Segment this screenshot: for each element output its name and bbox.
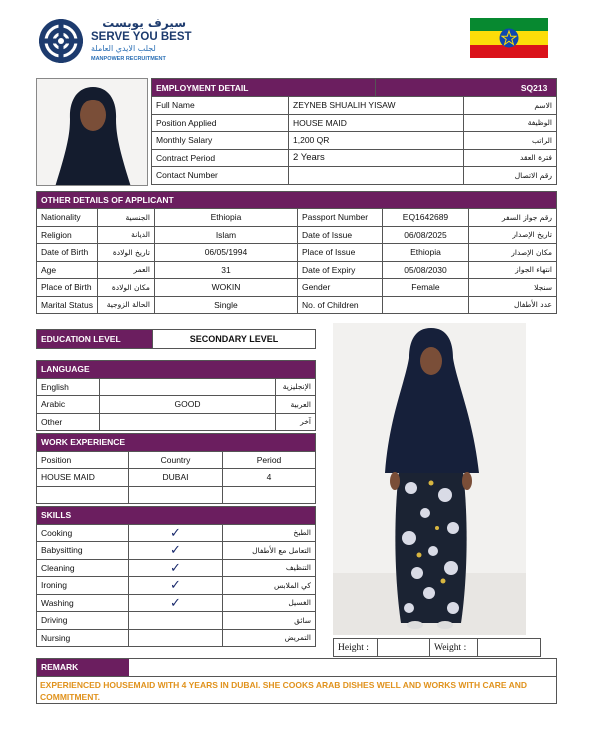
- field-label-arabic: رقم جواز السفر: [468, 209, 556, 227]
- language-name: Other: [37, 413, 100, 431]
- language-table: [36, 360, 316, 431]
- employment-detail-table: [151, 78, 557, 185]
- table-row: [37, 486, 316, 504]
- skill-name-arabic: الغسيل: [223, 594, 316, 612]
- work-position: HOUSE MAID: [37, 469, 129, 487]
- field-label-arabic: العمر: [97, 261, 154, 279]
- company-logo: [36, 16, 192, 66]
- employment-title: EMPLOYMENT DETAIL: [152, 79, 376, 97]
- table-row: [152, 132, 557, 150]
- reference-code: SQ213: [376, 79, 557, 97]
- table-row: [37, 209, 557, 227]
- table-header-row: [37, 451, 316, 469]
- field-label-arabic: انتهاء الجواز: [468, 261, 556, 279]
- skill-name: Ironing: [37, 577, 129, 595]
- skills-title: SKILLS: [37, 507, 316, 525]
- table-row: [152, 149, 557, 167]
- skill-name-arabic: كي الملابس: [223, 577, 316, 595]
- work-period: 4: [223, 469, 316, 487]
- language-level: GOOD: [100, 396, 276, 414]
- logo-emblem-icon: [36, 16, 86, 66]
- skill-check-empty: [129, 629, 223, 647]
- column-header: Country: [129, 451, 223, 469]
- table-row: [152, 97, 557, 115]
- work-experience-table: [36, 433, 316, 504]
- weight-label: Weight :: [430, 639, 478, 657]
- field-label-arabic: مكان الولادة: [97, 279, 154, 297]
- logo-name: SERVE YOU BEST: [91, 31, 192, 43]
- field-label: Age: [37, 261, 98, 279]
- field-value: WOKIN: [154, 279, 297, 297]
- field-value: EQ1642689: [382, 209, 468, 227]
- checkmark-icon: ✓: [129, 524, 223, 542]
- salary-value: 1,200 QR: [289, 132, 464, 150]
- field-value: Ethiopia: [154, 209, 297, 227]
- skill-name-arabic: الطبخ: [223, 524, 316, 542]
- field-value: 05/08/2030: [382, 261, 468, 279]
- field-value: 06/05/1994: [154, 244, 297, 262]
- checkmark-icon: ✓: [129, 577, 223, 595]
- table-row: [37, 226, 557, 244]
- table-row: [37, 629, 316, 647]
- field-label-arabic: الراتب: [464, 132, 557, 150]
- field-label: Contract Period: [152, 149, 289, 167]
- table-row: [37, 244, 557, 262]
- field-label: Date of Birth: [37, 244, 98, 262]
- field-label-arabic: الوظيفة: [464, 114, 557, 132]
- field-label-arabic: تاريخ الولادة: [97, 244, 154, 262]
- field-value: 06/08/2025: [382, 226, 468, 244]
- other-details-title: OTHER DETAILS OF APPLICANT: [37, 192, 557, 209]
- table-row: [37, 524, 316, 542]
- work-position: [37, 486, 129, 504]
- contract-value: 2 Years: [289, 149, 464, 167]
- field-label-arabic: تاريخ الإصدار: [468, 226, 556, 244]
- field-label: Marital Status: [37, 296, 98, 314]
- skill-name: Washing: [37, 594, 129, 612]
- column-header: Period: [223, 451, 316, 469]
- applicant-photo-full: [333, 323, 526, 635]
- education-table: [36, 329, 316, 349]
- table-row: [37, 559, 316, 577]
- table-row: [37, 542, 316, 560]
- field-label-arabic: مكان الإصدار: [468, 244, 556, 262]
- language-name-arabic: الإنجليزية: [276, 378, 316, 396]
- field-label-arabic: سنجلا: [468, 279, 556, 297]
- field-value: Single: [154, 296, 297, 314]
- field-label: Gender: [297, 279, 382, 297]
- height-label: Height :: [334, 639, 378, 657]
- skill-name: Babysitting: [37, 542, 129, 560]
- field-label: Place of Birth: [37, 279, 98, 297]
- field-label-arabic: فترة العقد: [464, 149, 557, 167]
- field-label: Position Applied: [152, 114, 289, 132]
- skill-name-arabic: التنظيف: [223, 559, 316, 577]
- field-label-arabic: رقم الاتصال: [464, 167, 557, 185]
- skills-table: [36, 506, 316, 647]
- table-row: [37, 612, 316, 630]
- field-label: Nationality: [37, 209, 98, 227]
- table-row: [37, 594, 316, 612]
- work-period: [223, 486, 316, 504]
- field-label-arabic: الديانة: [97, 226, 154, 244]
- skill-name: Cleaning: [37, 559, 129, 577]
- field-label: Full Name: [152, 97, 289, 115]
- checkmark-icon: ✓: [129, 594, 223, 612]
- work-country: [129, 486, 223, 504]
- field-value: Female: [382, 279, 468, 297]
- field-label: Date of Expiry: [297, 261, 382, 279]
- table-row: [37, 378, 316, 396]
- measurements-table: [333, 638, 541, 657]
- field-label: Monthly Salary: [152, 132, 289, 150]
- remark-title: REMARK: [37, 659, 129, 676]
- position-value: HOUSE MAID: [289, 114, 464, 132]
- field-value: Islam: [154, 226, 297, 244]
- field-label: Religion: [37, 226, 98, 244]
- table-row: [37, 279, 557, 297]
- table-row: [37, 577, 316, 595]
- contact-value: [289, 167, 464, 185]
- logo-arabic-sub: لجلب الايدي العاملة: [91, 44, 156, 53]
- checkmark-icon: ✓: [129, 559, 223, 577]
- language-level: [100, 413, 276, 431]
- field-label: Contact Number: [152, 167, 289, 185]
- skill-name: Driving: [37, 612, 129, 630]
- field-value: 31: [154, 261, 297, 279]
- skill-name: Cooking: [37, 524, 129, 542]
- table-row: [37, 261, 557, 279]
- work-country: DUBAI: [129, 469, 223, 487]
- remark-header-row: [36, 658, 557, 676]
- skill-name-arabic: التعامل مع الأطفال: [223, 542, 316, 560]
- skill-name-arabic: التمريض: [223, 629, 316, 647]
- remark-text: EXPERIENCED HOUSEMAID WITH 4 YEARS IN DUBAI. SHE COOKS ARAB DISHES WELL AND WORKS WITH CARE AND COMMITMENT.: [36, 676, 557, 704]
- height-value: [378, 639, 430, 657]
- weight-value: [478, 639, 541, 657]
- work-experience-title: WORK EXPERIENCE: [37, 434, 316, 452]
- table-row: [37, 396, 316, 414]
- language-name-arabic: العربية: [276, 396, 316, 414]
- table-row: [152, 114, 557, 132]
- language-name: English: [37, 378, 100, 396]
- logo-arabic-name: سيرف يوبست: [102, 16, 186, 30]
- field-value: [382, 296, 468, 314]
- column-header: Position: [37, 451, 129, 469]
- logo-subtitle: MANPOWER RECRUITMENT: [91, 56, 166, 62]
- field-label: No. of Children: [297, 296, 382, 314]
- field-label-arabic: عدد الأطفال: [468, 296, 556, 314]
- applicant-photo-small: [36, 78, 148, 186]
- field-label: Date of Issue: [297, 226, 382, 244]
- language-name: Arabic: [37, 396, 100, 414]
- skill-check-empty: [129, 612, 223, 630]
- education-value: SECONDARY LEVEL: [153, 330, 316, 349]
- field-label-arabic: الاسم: [464, 97, 557, 115]
- skill-name-arabic: سائق: [223, 612, 316, 630]
- checkmark-icon: ✓: [129, 542, 223, 560]
- table-row: [37, 296, 557, 314]
- language-name-arabic: آخر: [276, 413, 316, 431]
- skill-name: Nursing: [37, 629, 129, 647]
- other-details-table: [36, 191, 557, 314]
- table-row: [152, 167, 557, 185]
- field-label: Place of Issue: [297, 244, 382, 262]
- education-label: EDUCATION LEVEL: [37, 330, 153, 349]
- field-label-arabic: الحالة الزوجية: [97, 296, 154, 314]
- language-level: [100, 378, 276, 396]
- field-label-arabic: الجنسية: [97, 209, 154, 227]
- table-row: [37, 413, 316, 431]
- field-value: Ethiopia: [382, 244, 468, 262]
- ethiopia-flag-icon: [470, 18, 548, 58]
- table-row: [37, 469, 316, 487]
- full-name-value: ZEYNEB SHUALIH YISAW: [289, 97, 464, 115]
- field-label: Passport Number: [297, 209, 382, 227]
- language-title: LANGUAGE: [37, 361, 316, 379]
